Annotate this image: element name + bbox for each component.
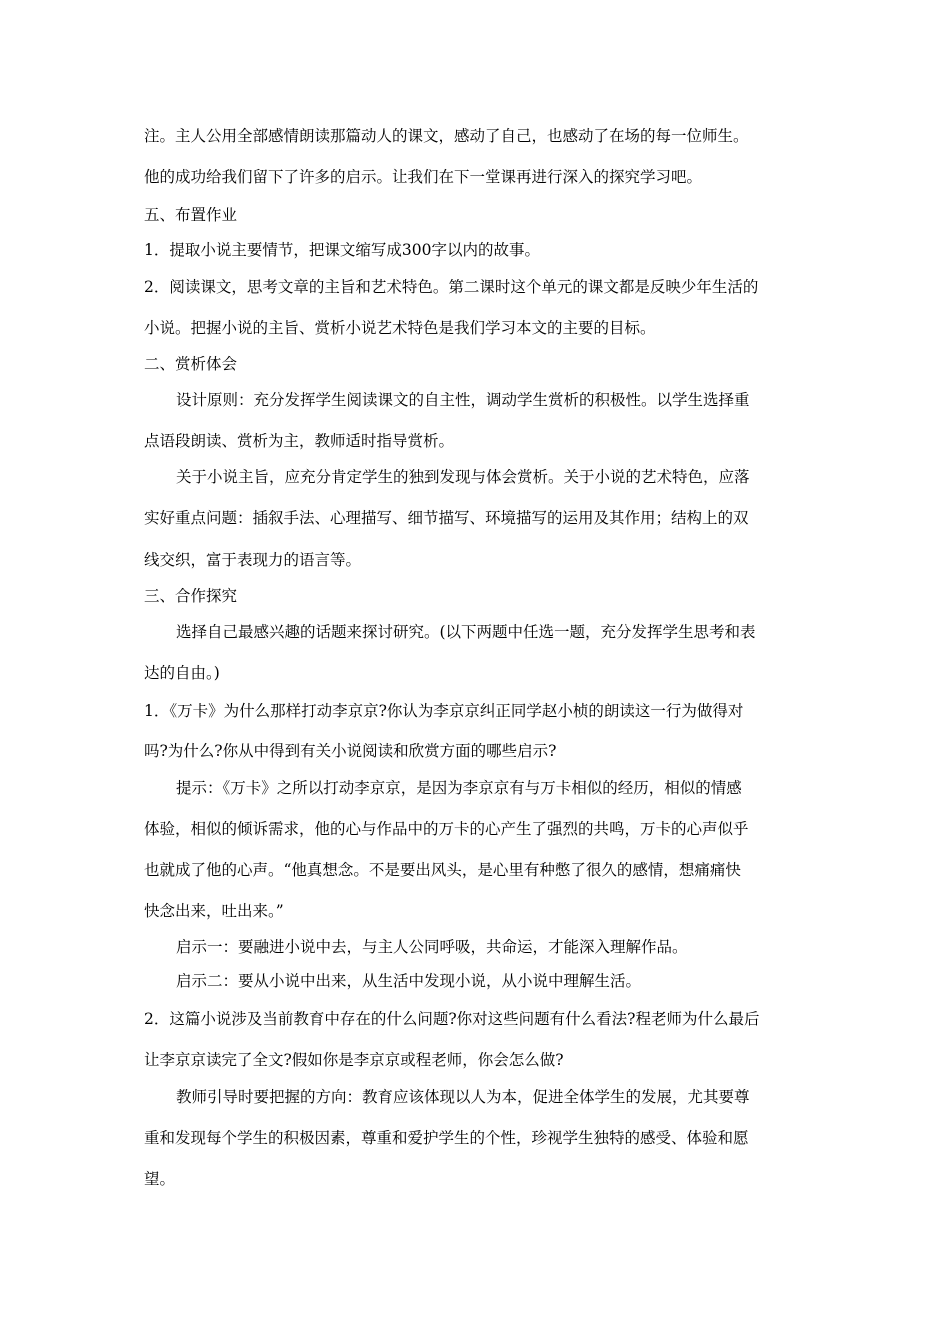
section-heading: 三、合作探究 [144,587,238,605]
paragraph-line: 体验，相似的倾诉需求，他的心与作品中的万卡的心产生了强烈的共鸣，万卡的心声似乎 [144,820,749,838]
list-item: 1．《万卡》为什么那样打动李京京?你认为李京京纠正同学赵小桢的朗读这一行为做得对 [144,702,744,720]
list-item: 2．阅读课文，思考文章的主旨和艺术特色。第二课时这个单元的课文都是反映少年生活的 [144,278,759,296]
paragraph-line: 达的自由。) [144,664,220,682]
paragraph-line: 注。主人公用全部感情朗读那篇动人的课文，感动了自己，也感动了在场的每一位师生。 [144,127,749,145]
paragraph-line: 吗?为什么?你从中得到有关小说阅读和欣赏方面的哪些启示? [144,742,557,760]
paragraph-line: 也就成了他的心声。“他真想念。不是要出风头，是心里有种憋了很久的感情，想痛痛快 [144,861,741,879]
list-item: 2．这篇小说涉及当前教育中存在的什么问题?你对这些问题有什么看法?程老师为什么最后 [144,1010,760,1028]
paragraph-line: 选择自己最感兴趣的话题来探讨研究。(以下两题中任选一题，充分发挥学生思考和表 [176,623,756,641]
paragraph-line: 他的成功给我们留下了许多的启示。让我们在下一堂课再进行深入的探究学习吧。 [144,168,703,186]
paragraph-line: 线交织，富于表现力的语言等。 [144,551,362,569]
section-heading: 五、布置作业 [144,206,238,224]
paragraph-line: 实好重点问题：插叙手法、心理描写、细节描写、环境描写的运用及其作用；结构上的双 [144,509,749,527]
paragraph-line: 让李京京读完了全文?假如你是李京京或程老师，你会怎么做? [144,1051,564,1069]
paragraph-line: 点语段朗读、赏析为主，教师适时指导赏析。 [144,432,455,450]
paragraph-line: 提示：《万卡》之所以打动李京京，是因为李京京有与万卡相似的经历，相似的情感 [176,779,742,797]
paragraph-line: 重和发现每个学生的积极因素，尊重和爱护学生的个性，珍视学生独特的感受、体验和愿 [144,1129,749,1147]
section-heading: 二、赏析体会 [144,355,238,373]
paragraph-line: 教师引导时要把握的方向：教育应该体现以人为本，促进全体学生的发展，尤其要尊 [176,1088,750,1106]
paragraph-line: 关于小说主旨，应充分肯定学生的独到发现与体会赏析。关于小说的艺术特色，应落 [176,468,750,486]
paragraph-line: 望。 [144,1170,176,1188]
paragraph-line: 小说。把握小说的主旨、赏析小说艺术特色是我们学习本文的主要的目标。 [144,319,656,337]
list-item: 1．提取小说主要情节，把课文缩写成300字以内的故事。 [144,241,540,259]
paragraph-line: 启示一：要融进小说中去，与主人公同呼吸，共命运，才能深入理解作品。 [176,938,688,956]
paragraph-line: 快念出来，吐出来。” [144,902,284,920]
paragraph-line: 启示二：要从小说中出来，从生活中发现小说，从小说中理解生活。 [176,972,642,990]
paragraph-line: 设计原则：充分发挥学生阅读课文的自主性，调动学生赏析的积极性。以学生选择重 [176,391,750,409]
